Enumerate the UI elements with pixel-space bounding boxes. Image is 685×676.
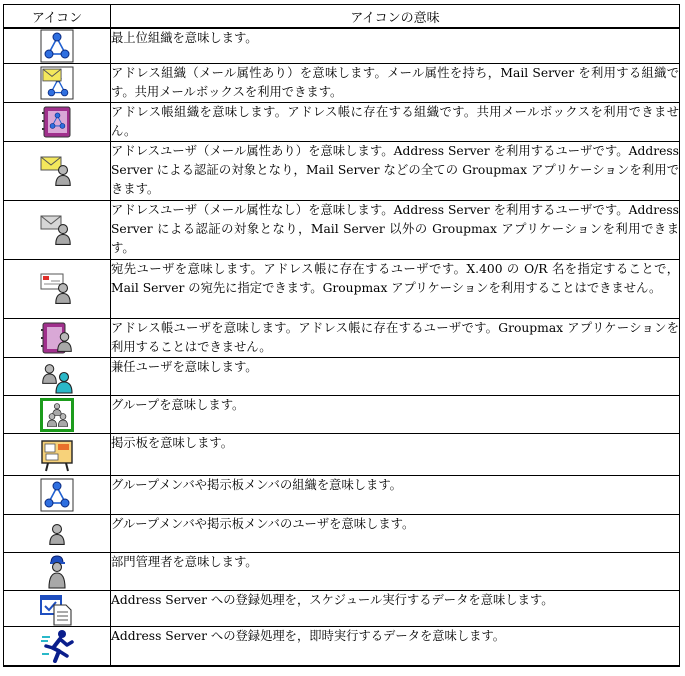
member-organization-icon <box>40 478 74 512</box>
row-description: アドレスユーザ（メール属性あり）を意味します。Address Server を利用するユーザです。Address Server による認証の対象となり，Mail Server などの全ての Groupmax アプリケーションを利用できます。 <box>111 142 680 201</box>
row-description: 部門管理者を意味します。 <box>111 553 680 591</box>
table-header-row <box>4 5 680 29</box>
row-description: アドレス組織（メール属性あり）を意味します。メール属性を持ち，Mail Server を利用する組織です。共用メールボックスを利用できます。 <box>111 64 680 103</box>
table-row <box>4 396 680 434</box>
address-organization-mail-icon <box>40 66 74 100</box>
table-row <box>4 142 680 201</box>
row-description: グループを意味します。 <box>111 396 680 434</box>
row-description: Address Server への登録処理を，即時実行するデータを意味します。 <box>111 627 680 666</box>
department-admin-icon <box>40 555 74 589</box>
table-row <box>4 553 680 591</box>
row-description: グループメンバや掲示板メンバの組織を意味します。 <box>111 476 680 515</box>
table-row <box>4 515 680 553</box>
row-description: アドレス帳組織を意味します。アドレス帳に存在する組織です。共用メールボックスを利用できません。 <box>111 103 680 142</box>
row-description: 兼任ユーザを意味します。 <box>111 358 680 396</box>
row-description: グループメンバや掲示板メンバのユーザを意味します。 <box>111 515 680 553</box>
row-description: 宛先ユーザを意味します。アドレス帳に存在するユーザです。X.400 の O/R 名を指定することで，Mail Server の宛先に指定できます。Groupmax アプリケーションを利用することはできません。 <box>111 260 680 319</box>
table-row <box>4 28 680 64</box>
top-organization-icon <box>40 29 74 63</box>
header-icon-column: アイコン <box>4 5 111 29</box>
table-row <box>4 260 680 319</box>
table-row <box>4 201 680 260</box>
address-book-organization-icon <box>40 105 74 139</box>
row-description: アドレスユーザ（メール属性なし）を意味します。Address Server を利用するユーザです。Address Server による認証の対象となり，Mail Server 以外の Groupmax アプリケーションを利用できます。 <box>111 201 680 260</box>
table-row <box>4 358 680 396</box>
table-row <box>4 103 680 142</box>
address-user-nomail-icon <box>40 213 74 247</box>
address-user-mail-icon <box>40 154 74 188</box>
header-meaning-column: アイコンの意味 <box>111 5 680 29</box>
table-row <box>4 627 680 666</box>
immediate-registration-icon <box>40 629 74 663</box>
table-row <box>4 476 680 515</box>
row-description: 掲示板を意味します。 <box>111 434 680 476</box>
concurrent-user-icon <box>40 360 74 394</box>
table-row <box>4 319 680 358</box>
table-row <box>4 591 680 627</box>
scheduled-registration-icon <box>40 592 74 626</box>
row-description: Address Server への登録処理を，スケジュール実行するデータを意味します。 <box>111 591 680 627</box>
bulletin-board-icon <box>40 438 74 472</box>
table-row <box>4 434 680 476</box>
address-book-user-icon <box>40 321 74 355</box>
row-description: アドレス帳ユーザを意味します。アドレス帳に存在するユーザです。Groupmax アプリケーションを利用することはできません。 <box>111 319 680 358</box>
group-icon <box>40 398 74 432</box>
table-row <box>4 64 680 103</box>
member-user-icon <box>40 517 74 551</box>
icon-meaning-table <box>3 4 680 667</box>
recipient-user-icon <box>40 272 74 306</box>
row-description: 最上位組織を意味します。 <box>111 28 680 64</box>
